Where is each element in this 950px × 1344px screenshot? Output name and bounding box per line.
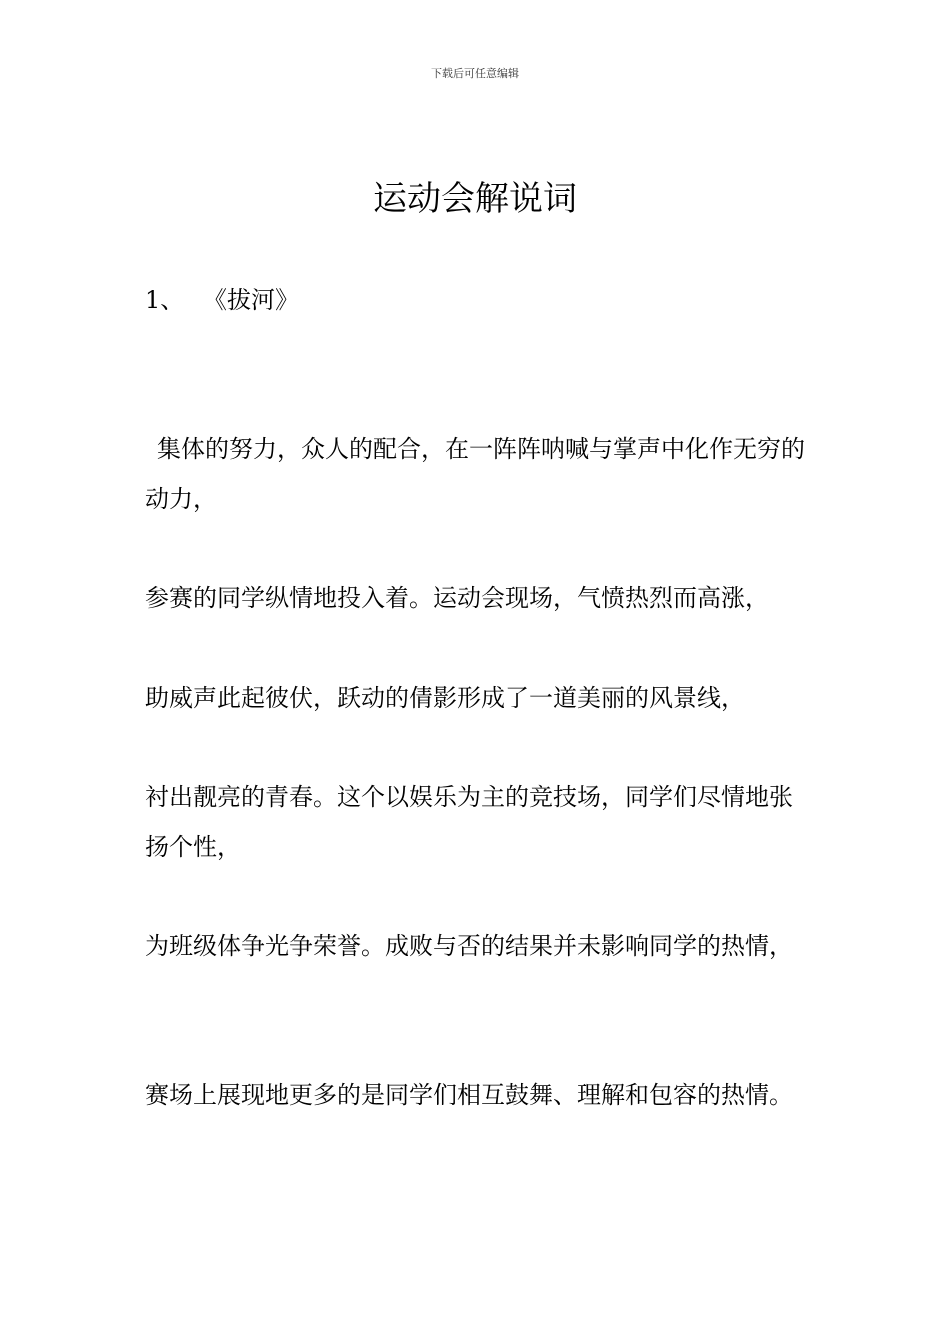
paragraph-3: 助威声此起彼伏，跃动的倩影形成了一道美丽的风景线， bbox=[145, 684, 745, 712]
paragraph-5: 为班级体争光争荣誉。成败与否的结果并未影响同学的热情， bbox=[145, 932, 793, 960]
header-note: 下载后可任意编辑 bbox=[431, 67, 519, 80]
section-heading bbox=[145, 282, 299, 318]
section-number: 1、 bbox=[145, 286, 185, 314]
paragraph-6: 赛场上展现地更多的是同学们相互鼓舞、理解和包容的热情。 bbox=[145, 1081, 793, 1109]
paragraph-2: 参赛的同学纵情地投入着。运动会现场，气愤热烈而高涨， bbox=[145, 584, 769, 612]
document-title: 运动会解说词 bbox=[373, 179, 577, 219]
paragraph-1: 集体的努力，众人的配合，在一阵阵呐喊与掌声中化作无穷的动力， bbox=[145, 435, 805, 513]
paragraph-4: 衬出靓亮的青春。这个以娱乐为主的竞技场，同学们尽情地张扬个性， bbox=[145, 783, 793, 861]
section-title: 《拔河》 bbox=[203, 286, 299, 314]
